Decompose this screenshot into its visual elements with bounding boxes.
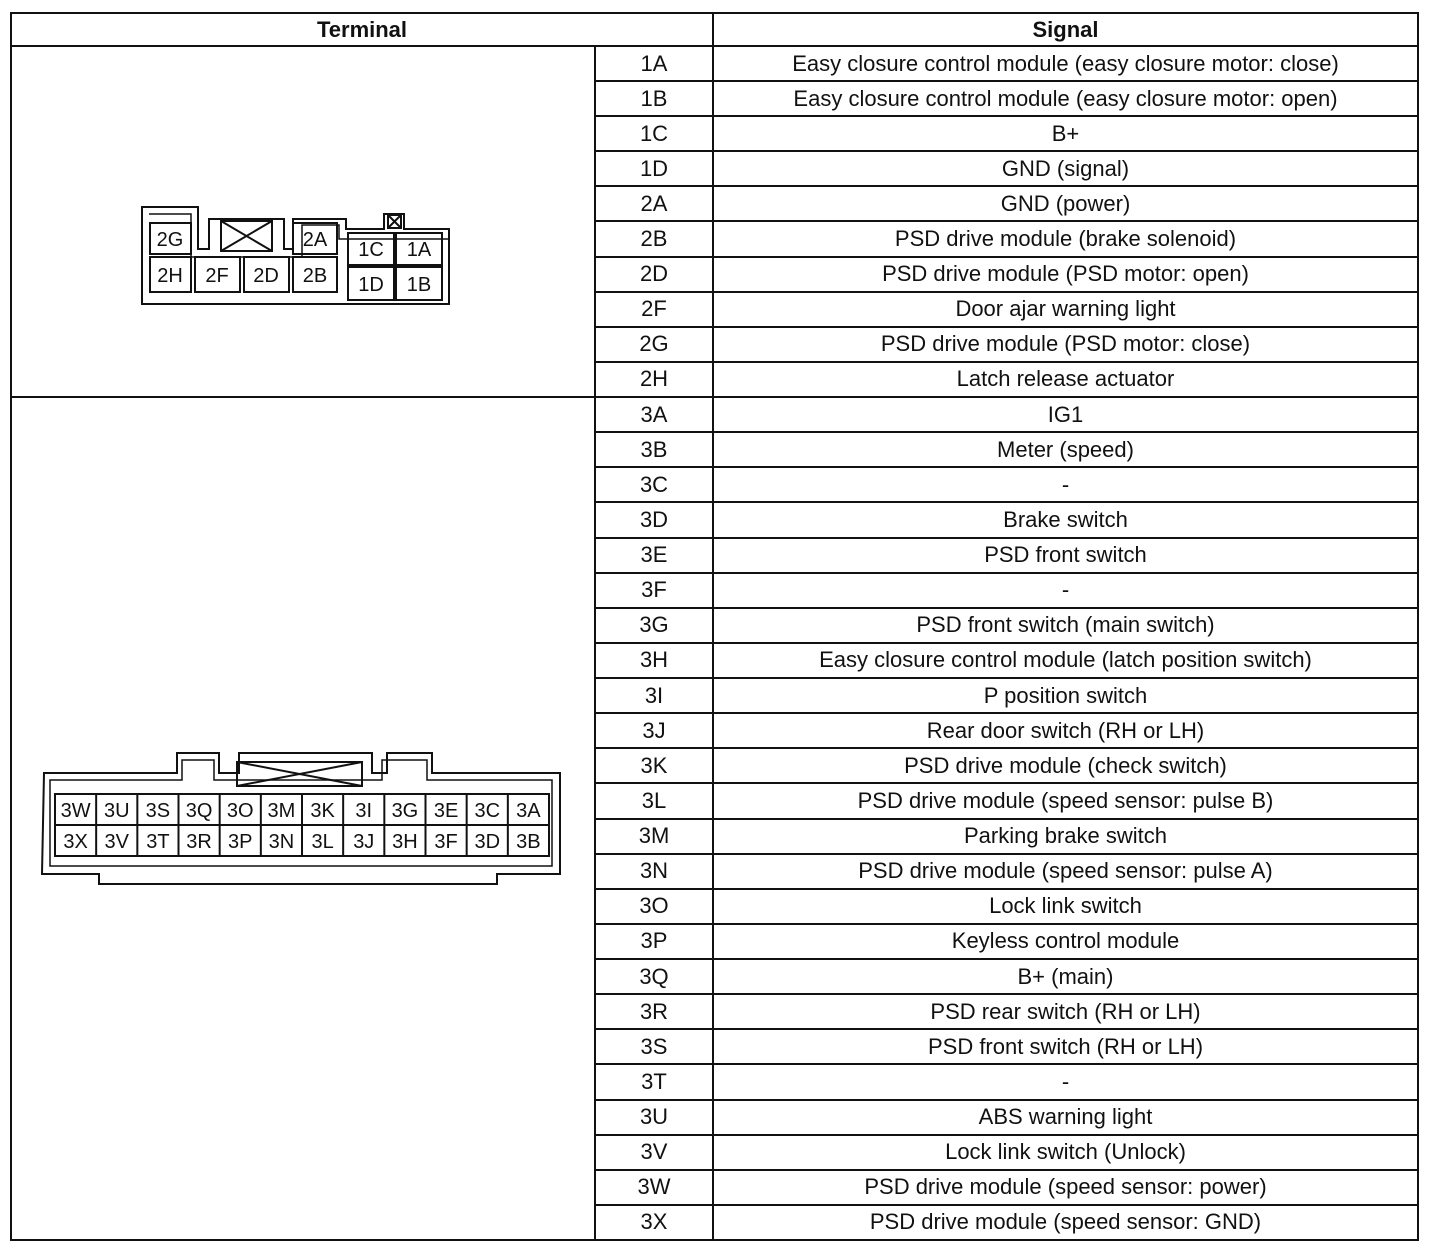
signal-cell: Brake switch	[713, 502, 1418, 537]
terminal-cell: 3G	[595, 608, 713, 643]
pin-label: 3L	[311, 831, 334, 853]
signal-cell: Lock link switch	[713, 889, 1418, 924]
terminal-cell: 3J	[595, 713, 713, 748]
terminal-cell: 3D	[595, 502, 713, 537]
connector-2-diagram	[12, 398, 595, 1239]
pin-label: 2G	[156, 229, 184, 251]
pin-label: 3I	[355, 800, 373, 822]
terminal-cell: 3Q	[595, 959, 713, 994]
signal-cell: P position switch	[713, 678, 1418, 713]
terminal-cell: 3S	[595, 1029, 713, 1064]
table-row	[11, 46, 1418, 81]
signal-cell: B+	[713, 116, 1418, 151]
pin-label: 3F	[434, 831, 458, 853]
pin-label: 3U	[103, 800, 130, 822]
signal-cell: PSD drive module (PSD motor: open)	[713, 257, 1418, 292]
signal-cell: ABS warning light	[713, 1100, 1418, 1135]
connector-2-cell	[11, 397, 595, 1240]
pin-label: 3R	[186, 831, 212, 853]
terminal-cell: 3W	[595, 1170, 713, 1205]
terminal-cell: 2H	[595, 362, 713, 397]
terminal-cell: 3X	[595, 1205, 713, 1240]
pin-label: 2A	[302, 229, 328, 251]
terminal-cell: 3N	[595, 854, 713, 889]
terminal-cell: 1D	[595, 151, 713, 186]
table-body	[11, 46, 1418, 1240]
terminal-cell: 3C	[595, 467, 713, 502]
terminal-cell: 3R	[595, 994, 713, 1029]
terminal-cell: 2G	[595, 327, 713, 362]
signal-header: Signal	[713, 13, 1418, 46]
terminal-cell: 2A	[595, 186, 713, 221]
signal-cell: PSD drive module (PSD motor: close)	[713, 327, 1418, 362]
signal-cell: Lock link switch (Unlock)	[713, 1135, 1418, 1170]
signal-cell: -	[713, 573, 1418, 608]
pin-label: 3A	[516, 800, 541, 822]
signal-cell: Rear door switch (RH or LH)	[713, 713, 1418, 748]
terminal-cell: 1A	[595, 46, 713, 81]
pin-label: 3G	[391, 800, 419, 822]
terminal-header: Terminal	[11, 13, 713, 46]
signal-cell: B+ (main)	[713, 959, 1418, 994]
table-header-row	[11, 13, 1418, 46]
signal-cell: Easy closure control module (easy closure motor: open)	[713, 81, 1418, 116]
signal-cell: PSD drive module (brake solenoid)	[713, 221, 1418, 256]
terminal-cell: 3T	[595, 1064, 713, 1099]
signal-cell: Easy closure control module (easy closure motor: close)	[713, 46, 1418, 81]
pin-label: 3H	[392, 831, 418, 853]
terminal-cell: 1C	[595, 116, 713, 151]
pin-label: 3K	[310, 800, 335, 822]
pin-label: 2F	[205, 265, 229, 287]
pin-label: 3D	[474, 831, 501, 853]
signal-cell: -	[713, 1064, 1418, 1099]
pin-label: 3B	[516, 831, 541, 853]
pin-label: 3X	[63, 831, 88, 853]
terminal-cell: 3O	[595, 889, 713, 924]
signal-cell: Latch release actuator	[713, 362, 1418, 397]
pin-label: 3W	[60, 800, 91, 822]
signal-cell: PSD front switch (RH or LH)	[713, 1029, 1418, 1064]
pin-label: 3J	[353, 831, 375, 853]
signal-cell: Keyless control module	[713, 924, 1418, 959]
pin-label: 2B	[302, 265, 328, 287]
signal-cell: PSD drive module (speed sensor: GND)	[713, 1205, 1418, 1240]
terminal-cell: 3B	[595, 432, 713, 467]
pin-label: 3M	[267, 800, 296, 822]
connector-1-diagram	[12, 47, 595, 396]
pin-label: 3Q	[185, 800, 213, 822]
pin-label: 3E	[433, 800, 459, 822]
terminal-cell: 3M	[595, 819, 713, 854]
connector-1-cell	[11, 46, 595, 397]
table-row	[11, 397, 1418, 432]
signal-cell: IG1	[713, 397, 1418, 432]
pin-label: 3O	[226, 800, 254, 822]
terminal-cell: 3L	[595, 783, 713, 818]
terminal-cell: 3V	[595, 1135, 713, 1170]
signal-cell: PSD front switch (main switch)	[713, 608, 1418, 643]
terminal-cell: 3A	[595, 397, 713, 432]
terminal-signal-table	[10, 12, 1419, 1241]
pin-label: 3T	[146, 831, 170, 853]
signal-cell: GND (signal)	[713, 151, 1418, 186]
terminal-cell: 2B	[595, 221, 713, 256]
signal-cell: PSD rear switch (RH or LH)	[713, 994, 1418, 1029]
pin-label: 3C	[474, 800, 501, 822]
signal-cell: PSD drive module (speed sensor: power)	[713, 1170, 1418, 1205]
terminal-cell: 3K	[595, 748, 713, 783]
pin-label: 2D	[253, 265, 279, 287]
terminal-cell: 2D	[595, 257, 713, 292]
pin-label: 1A	[406, 239, 432, 261]
terminal-cell: 2F	[595, 292, 713, 327]
signal-cell: PSD drive module (speed sensor: pulse A)	[713, 854, 1418, 889]
signal-cell: PSD front switch	[713, 538, 1418, 573]
terminal-cell: 3I	[595, 678, 713, 713]
signal-cell: Parking brake switch	[713, 819, 1418, 854]
pin-label: 2H	[157, 265, 183, 287]
signal-cell: Meter (speed)	[713, 432, 1418, 467]
signal-cell: -	[713, 467, 1418, 502]
terminal-cell: 3U	[595, 1100, 713, 1135]
terminal-cell: 3E	[595, 538, 713, 573]
signal-cell: PSD drive module (speed sensor: pulse B)	[713, 783, 1418, 818]
signal-cell: PSD drive module (check switch)	[713, 748, 1418, 783]
pin-label: 1D	[358, 274, 384, 296]
signal-cell: GND (power)	[713, 186, 1418, 221]
pin-label: 3S	[145, 800, 171, 822]
terminal-cell: 1B	[595, 81, 713, 116]
terminal-cell: 3H	[595, 643, 713, 678]
signal-cell: Easy closure control module (latch position switch)	[713, 643, 1418, 678]
signal-cell: Door ajar warning light	[713, 292, 1418, 327]
pin-label: 3P	[228, 831, 253, 853]
pin-label: 1C	[358, 239, 384, 261]
pin-label: 1B	[406, 274, 432, 296]
pin-label: 3N	[268, 831, 295, 853]
pin-label: 3V	[104, 831, 129, 853]
terminal-cell: 3F	[595, 573, 713, 608]
terminal-cell: 3P	[595, 924, 713, 959]
